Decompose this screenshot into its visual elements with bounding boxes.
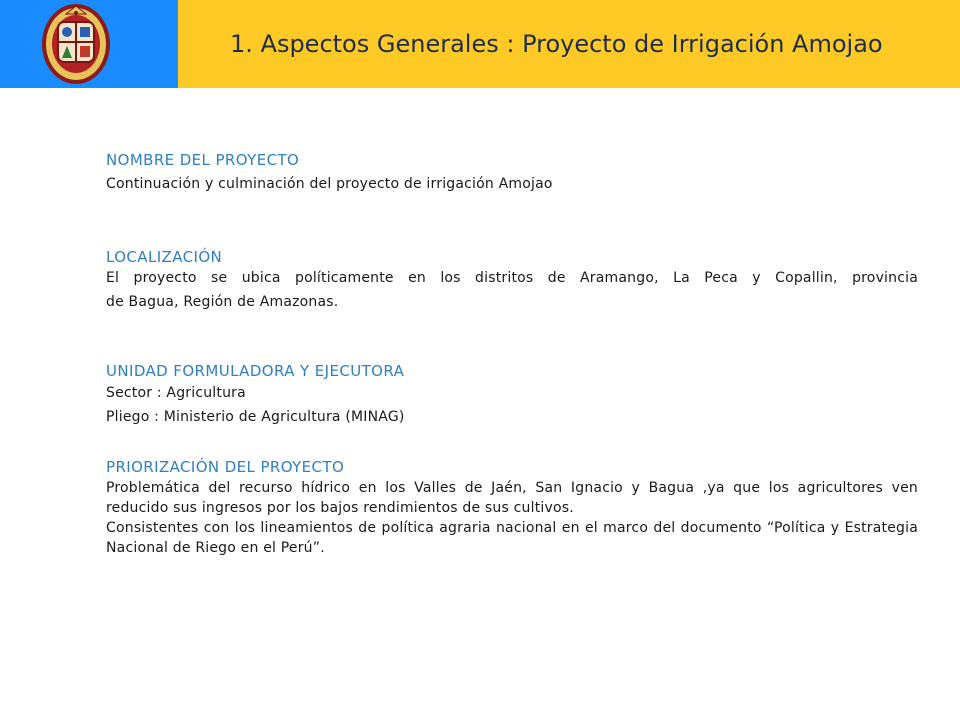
sector-text: Sector : Agricultura bbox=[106, 385, 246, 401]
project-name-text: Continuación y culminación del proyecto de irrigación Amojao bbox=[106, 176, 553, 192]
page-title: 1. Aspectos Generales : Proyecto de Irrigación Amojao bbox=[230, 30, 883, 58]
section-heading: NOMBRE DEL PROYECTO bbox=[106, 151, 300, 169]
location-line-2: de Bagua, Región de Amazonas. bbox=[106, 294, 339, 310]
header bbox=[0, 0, 960, 88]
title-bar bbox=[178, 0, 960, 88]
section-priorizacion bbox=[106, 458, 918, 558]
section-heading: LOCALIZACIÓN bbox=[106, 248, 223, 266]
location-line-1: El proyecto se ubica políticamente en los distritos de Aramango, La Peca y Copallin, provincia bbox=[106, 270, 918, 286]
priorization-paragraph-2: Consistentes con los lineamientos de política agraria nacional en el marco del documento “Política y Estrategia Nacional de Riego en el Perú”. bbox=[106, 520, 918, 556]
pliego-text: Pliego : Ministerio de Agricultura (MINAG) bbox=[106, 409, 405, 425]
logo-panel bbox=[0, 0, 178, 88]
section-unidad bbox=[106, 362, 918, 427]
section-heading: PRIORIZACIÓN DEL PROYECTO bbox=[106, 458, 345, 476]
section-nombre bbox=[106, 151, 918, 194]
section-localizacion bbox=[106, 248, 918, 312]
university-crest-icon bbox=[0, 0, 178, 88]
section-heading: UNIDAD FORMULADORA Y EJECUTORA bbox=[106, 362, 405, 380]
priorization-paragraph-1: Problemática del recurso hídrico en los Valles de Jaén, San Ignacio y Bagua ,ya que los agricultores ven reducido sus ingresos por los bajos rendimientos de sus cultivos. bbox=[106, 480, 918, 516]
